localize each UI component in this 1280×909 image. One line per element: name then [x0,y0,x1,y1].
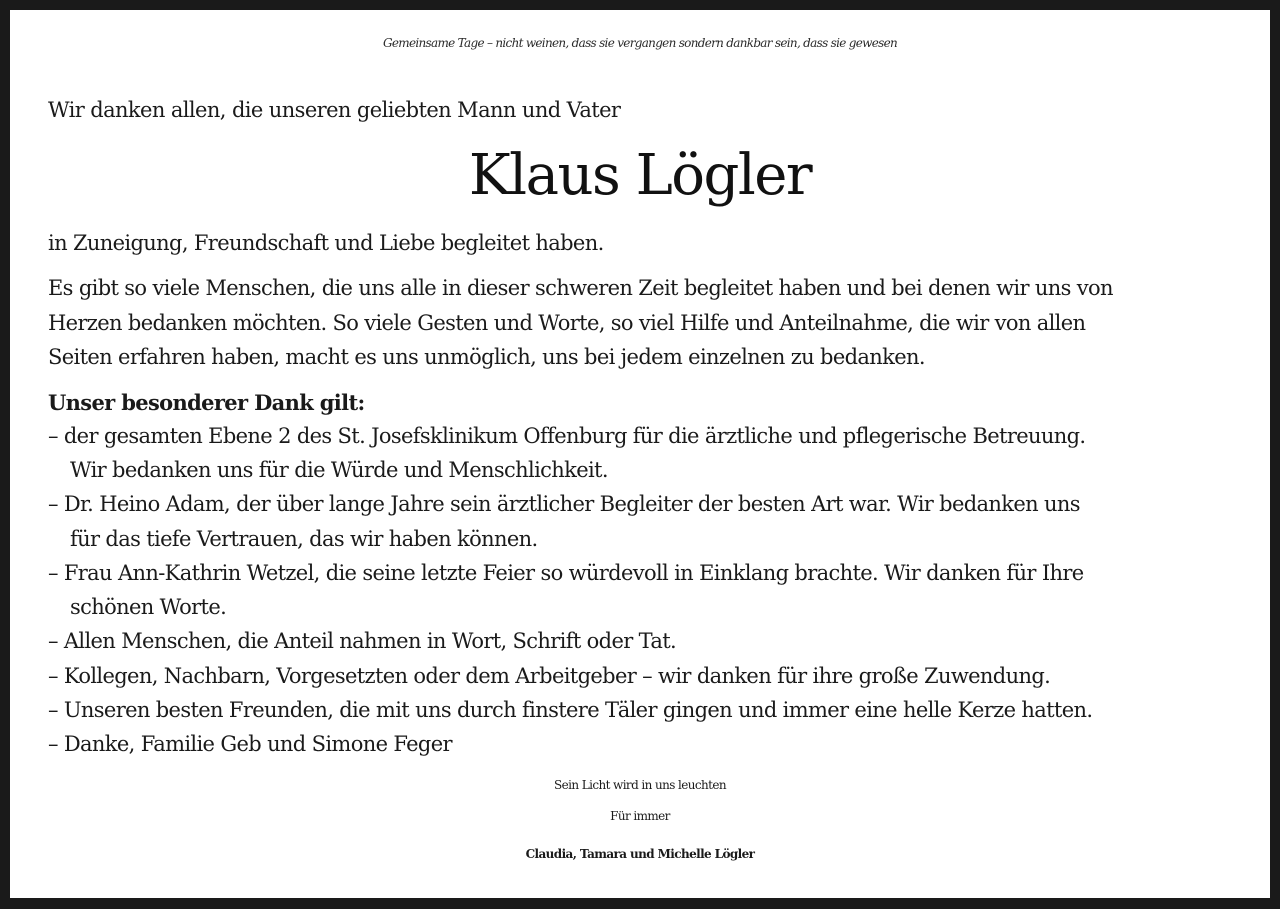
motto: Gemeinsame Tage – nicht weinen, dass sie vergangen sondern dankbar sein, dass sie gewesen [383,36,897,50]
intro-line: Wir danken allen, die unseren geliebten Mann und Vater [48,98,621,122]
deceased-name: Klaus Lögler [468,143,812,208]
thanks-item-continuation: schönen Worte. [70,595,227,619]
paragraph-line: Seiten erfahren haben, macht es uns unmöglich, uns bei jedem einzelnen zu bedanken. [48,345,925,369]
thanks-item-continuation: für das tiefe Vertrauen, das wir haben können. [70,527,538,551]
thanks-item: – Allen Menschen, die Anteil nahmen in Wort, Schrift oder Tat. [48,629,677,653]
paragraph-line: Herzen bedanken möchten. So viele Gesten und Worte, so viel Hilfe und Anteilnahme, die wir von allen [48,311,1086,335]
thanks-item: – Unseren besten Freunden, die mit uns durch finstere Täler gingen und immer eine helle Kerze hatten. [48,698,1093,722]
thanks-heading: Unser besonderer Dank gilt: [48,390,365,415]
thanks-item: – Frau Ann-Kathrin Wetzel, die seine letzte Feier so würdevoll in Einklang brachte. Wir danken für Ihre [48,561,1084,585]
closing-line: Sein Licht wird in uns leuchten [554,778,726,792]
closing-line: Für immer [610,809,670,823]
after-name-line: in Zuneigung, Freundschaft und Liebe begleitet haben. [48,231,604,255]
obituary-notice [10,10,1270,898]
paragraph-line: Es gibt so viele Menschen, die uns alle in dieser schweren Zeit begleitet haben und bei denen wir uns von [48,276,1113,300]
thanks-item: – Kollegen, Nachbarn, Vorgesetzten oder dem Arbeitgeber – wir danken für ihre große Zuwendung. [48,664,1051,688]
signature: Claudia, Tamara und Michelle Lögler [525,847,755,861]
thanks-item: – Dr. Heino Adam, der über lange Jahre sein ärztlicher Begleiter der besten Art war. Wir bedanken uns [48,492,1080,516]
thanks-item: – der gesamten Ebene 2 des St. Josefsklinikum Offenburg für die ärztliche und pflegerische Betreuung. [48,424,1086,448]
thanks-item-continuation: Wir bedanken uns für die Würde und Menschlichkeit. [70,458,608,482]
thanks-item: – Danke, Familie Geb und Simone Feger [48,732,452,756]
